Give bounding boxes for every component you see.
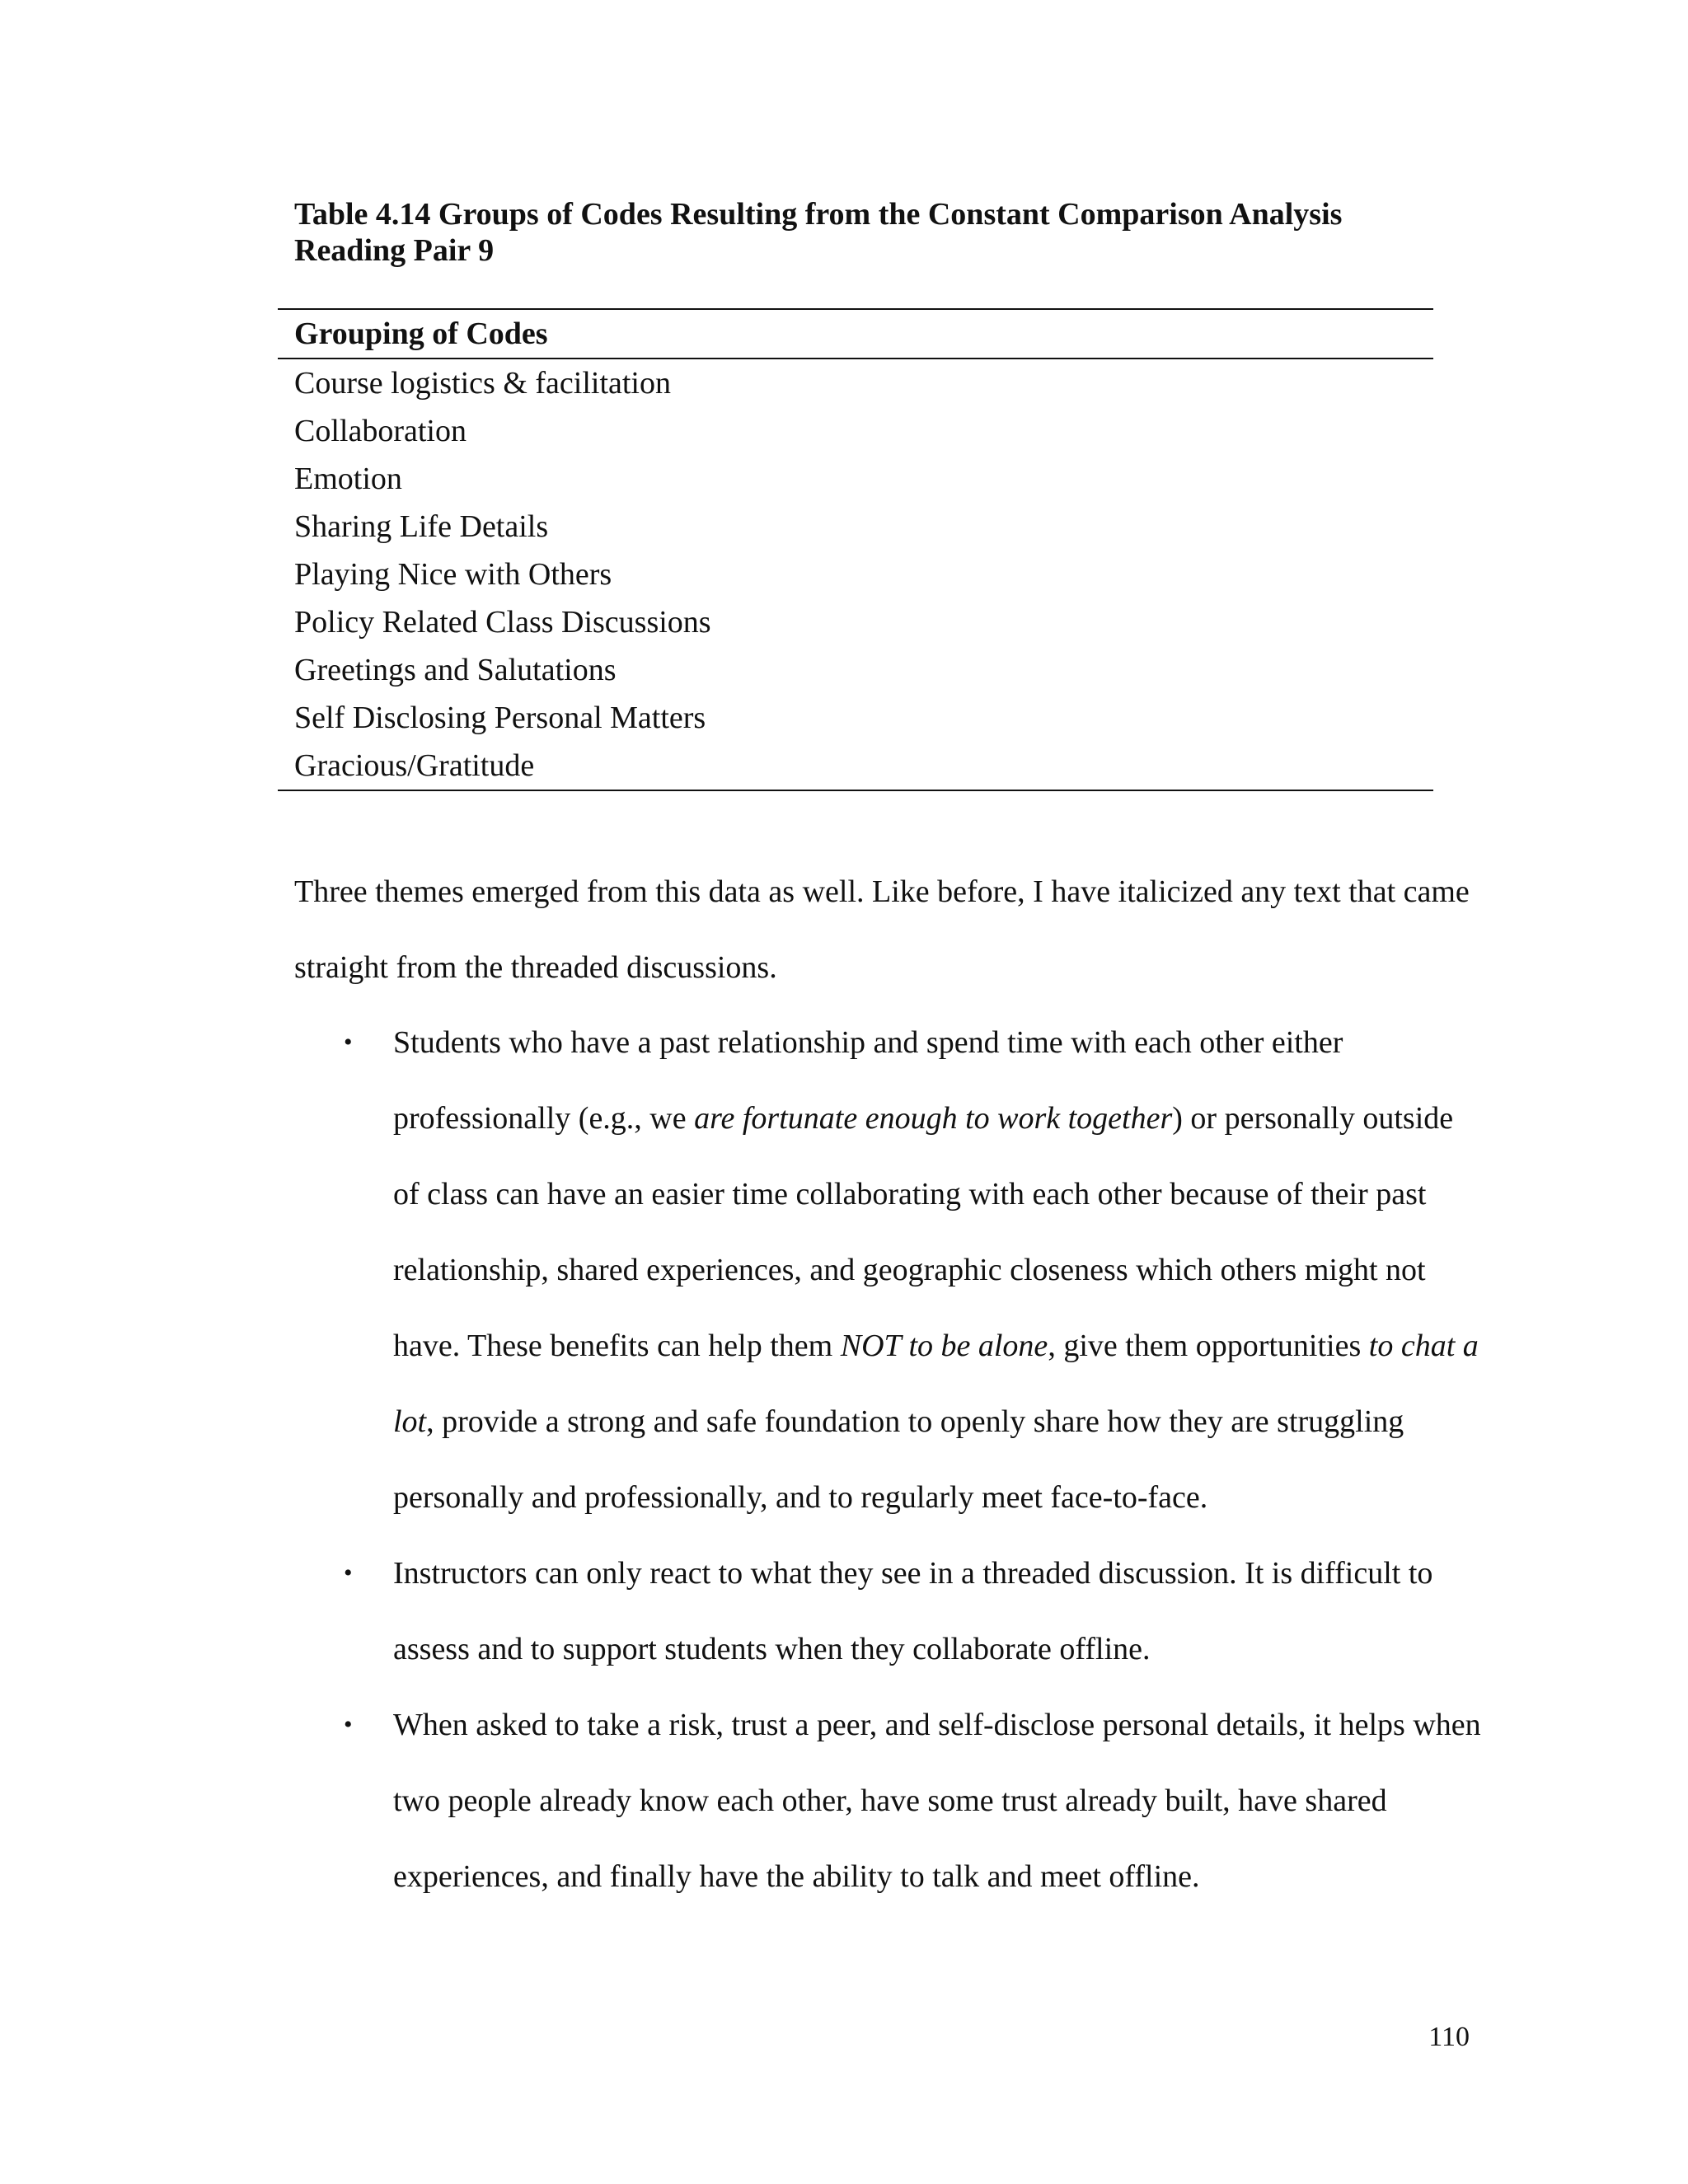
bullet-text-segment: , provide a strong and safe foundation to openly share how they are struggling personally and professionally, and to regularly meet face-to-face. bbox=[393, 1404, 1404, 1515]
bullet-text-segment: Instructors can only react to what they see in a threaded discussion. It is difficult to assess and to support students when they collaborate offline. bbox=[393, 1556, 1433, 1666]
table-header: Grouping of Codes bbox=[294, 316, 548, 351]
table-caption bbox=[294, 196, 1448, 269]
table-row: Collaboration bbox=[294, 414, 467, 448]
table-body bbox=[278, 359, 1433, 790]
table-row: Emotion bbox=[294, 462, 402, 496]
page-number: 110 bbox=[1428, 2022, 1470, 2052]
bullet-text-segment: When asked to take a risk, trust a peer, and self-disclose personal details, it helps when two people already know each other, have some trust already built, have shared experiences, and finally have the ability to talk and meet offline. bbox=[393, 1708, 1481, 1894]
table-caption-line-2: Reading Pair 9 bbox=[294, 233, 495, 268]
bullet-italic-quote: to chat a lot bbox=[393, 1329, 1479, 1439]
bullet-text-segment: ) or personally outside of class can have an easier time collaborating with each other because of their past relationship, shared experiences, and geographic closeness which others might not have. These benefits can help them bbox=[393, 1101, 1454, 1363]
table-bottom-rule bbox=[278, 790, 1433, 791]
bullet-text-segment: Students who have a past relationship and spend time with each other either professionally (e.g., we bbox=[393, 1025, 1343, 1136]
bullet-icon: • bbox=[344, 1711, 353, 1738]
bullet-icon: • bbox=[344, 1029, 353, 1056]
intro-paragraph: Three themes emerged from this data as well. Like before, I have italicized any text that came straight from the threaded discussions. bbox=[294, 874, 1470, 985]
table-row: Playing Nice with Others bbox=[294, 557, 612, 592]
list-item bbox=[294, 1535, 1481, 1687]
codes-table bbox=[278, 308, 1433, 791]
table-caption-line-1: Table 4.14 Groups of Codes Resulting from the Constant Comparison Analysis bbox=[294, 197, 1343, 232]
bullet-text-segment: , give them opportunities bbox=[1048, 1329, 1369, 1363]
table-row: Sharing Life Details bbox=[294, 509, 549, 544]
bullet-icon: • bbox=[344, 1559, 353, 1586]
bullet-italic-quote: are fortunate enough to work together bbox=[694, 1101, 1173, 1136]
bullet-italic-quote: NOT to be alone bbox=[840, 1329, 1048, 1363]
list-item bbox=[294, 1687, 1481, 1915]
table-row: Greetings and Salutations bbox=[294, 653, 617, 687]
table-row: Course logistics & facilitation bbox=[294, 366, 671, 401]
table-row: Gracious/Gratitude bbox=[294, 748, 535, 783]
table-row: Self Disclosing Personal Matters bbox=[294, 701, 706, 735]
table-row: Policy Related Class Discussions bbox=[294, 605, 711, 640]
list-item bbox=[294, 1005, 1481, 1535]
themes-list bbox=[294, 1005, 1481, 1915]
